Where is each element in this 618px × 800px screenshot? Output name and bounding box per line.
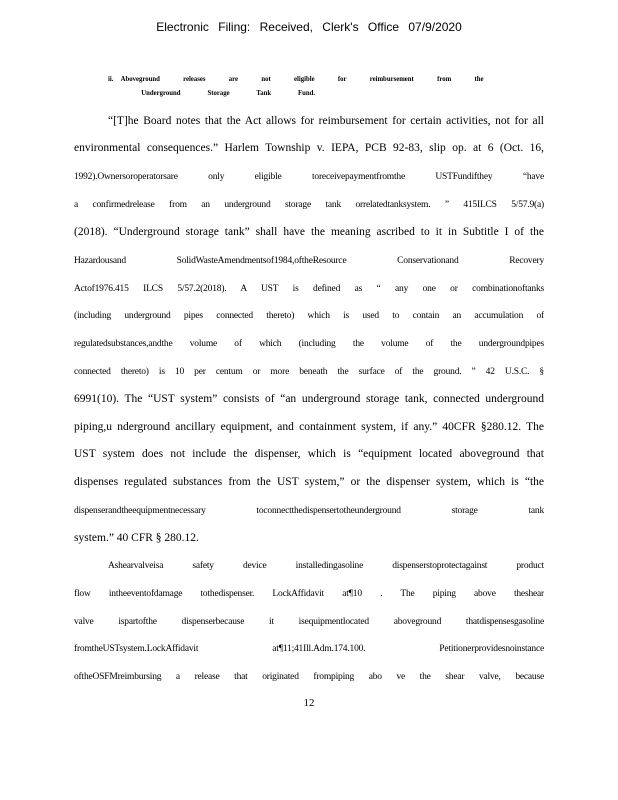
body-line: Ashearvalveisa safety device installedingasoline dispenserstoprotectagainst product [108,561,544,571]
body-line: dispenses regulated substances from the UST system,” or the dispenser system, which is “the [74,476,544,488]
body-line: Hazardousand SolidWasteAmendmentsof1984,oftheResource Conservationand Recovery [74,256,544,266]
body-line: Actof1976.415 ILCS 5/57.2(2018). A UST is defined as “ any one or combinationoftanks [74,284,544,294]
body-line: environmental consequences.” Harlem Township v. IEPA, PCB 92-83, slip op. at 6 (Oct. 16, [74,142,544,154]
page-number: 12 [303,697,315,709]
body-line: system.” 40 CFR § 280.12. [74,532,199,544]
body-line: valve ispartofthe dispenserbecause it isequipmentlocated aboveground thatdispensesgasoline [74,617,544,627]
body-line: fromtheUSTsystem.LockAffidavit at¶11;41Ill.Adm.174.100. Petitionerprovidesnoinstance [74,644,544,654]
section-heading-line-1: Aboveground releases are not eligible for reimbursement from the [120,74,484,83]
body-line: dispenserandtheequipmentnecessary toconnectthedispensertotheunderground storage tank [74,506,544,516]
body-line: connected thereto) is 10 per centum or more beneath the surface of the ground. ” 42 U.S.C. § [74,367,544,377]
body-line: oftheOSFMreimbursing a release that originated frompiping abo ve the shear valve, because [74,672,544,682]
section-heading-line-2: Underground Storage Tank Fund. [141,88,316,97]
body-line: flow intheeventofdamage tothedispenser. LockAffidavit at¶10 . The piping above theshear [74,589,544,599]
body-line: (including underground pipes connected thereto) which is used to contain an accumulation of [74,311,544,321]
body-line: 1992).Ownersoroperatorsare only eligible toreceivepaymentfromthe USTFundifthey “have [74,172,544,182]
body-line: piping,u nderground ancillary equipment, and containment system, if any.” 40CFR §280.12. The [74,421,544,433]
section-heading [108,72,486,100]
body-line: UST system does not include the dispenser, which is “equipment located aboveground that [74,448,544,460]
section-heading-number: ii. [108,74,114,83]
body-line: a confirmedrelease from an underground storage tank orrelatedtanksystem. ” 415ILCS 5/57.9(a) [74,200,544,210]
filing-header: Electronic Filing: Received, Clerk's Office 07/9/2020 [156,20,462,34]
body-line: (2018). “Underground storage tank” shall have the meaning ascribed to it in Subtitle I of the [74,226,544,238]
body-line: 6991(10). The “UST system” consists of “an underground storage tank, connected underground [74,393,544,405]
body-line: “[T]he Board notes that the Act allows for reimbursement for certain activities, not for all [108,115,544,127]
body-line: regulatedsubstances,andthe volume of which (including the volume of the undergroundpipes [74,339,544,349]
